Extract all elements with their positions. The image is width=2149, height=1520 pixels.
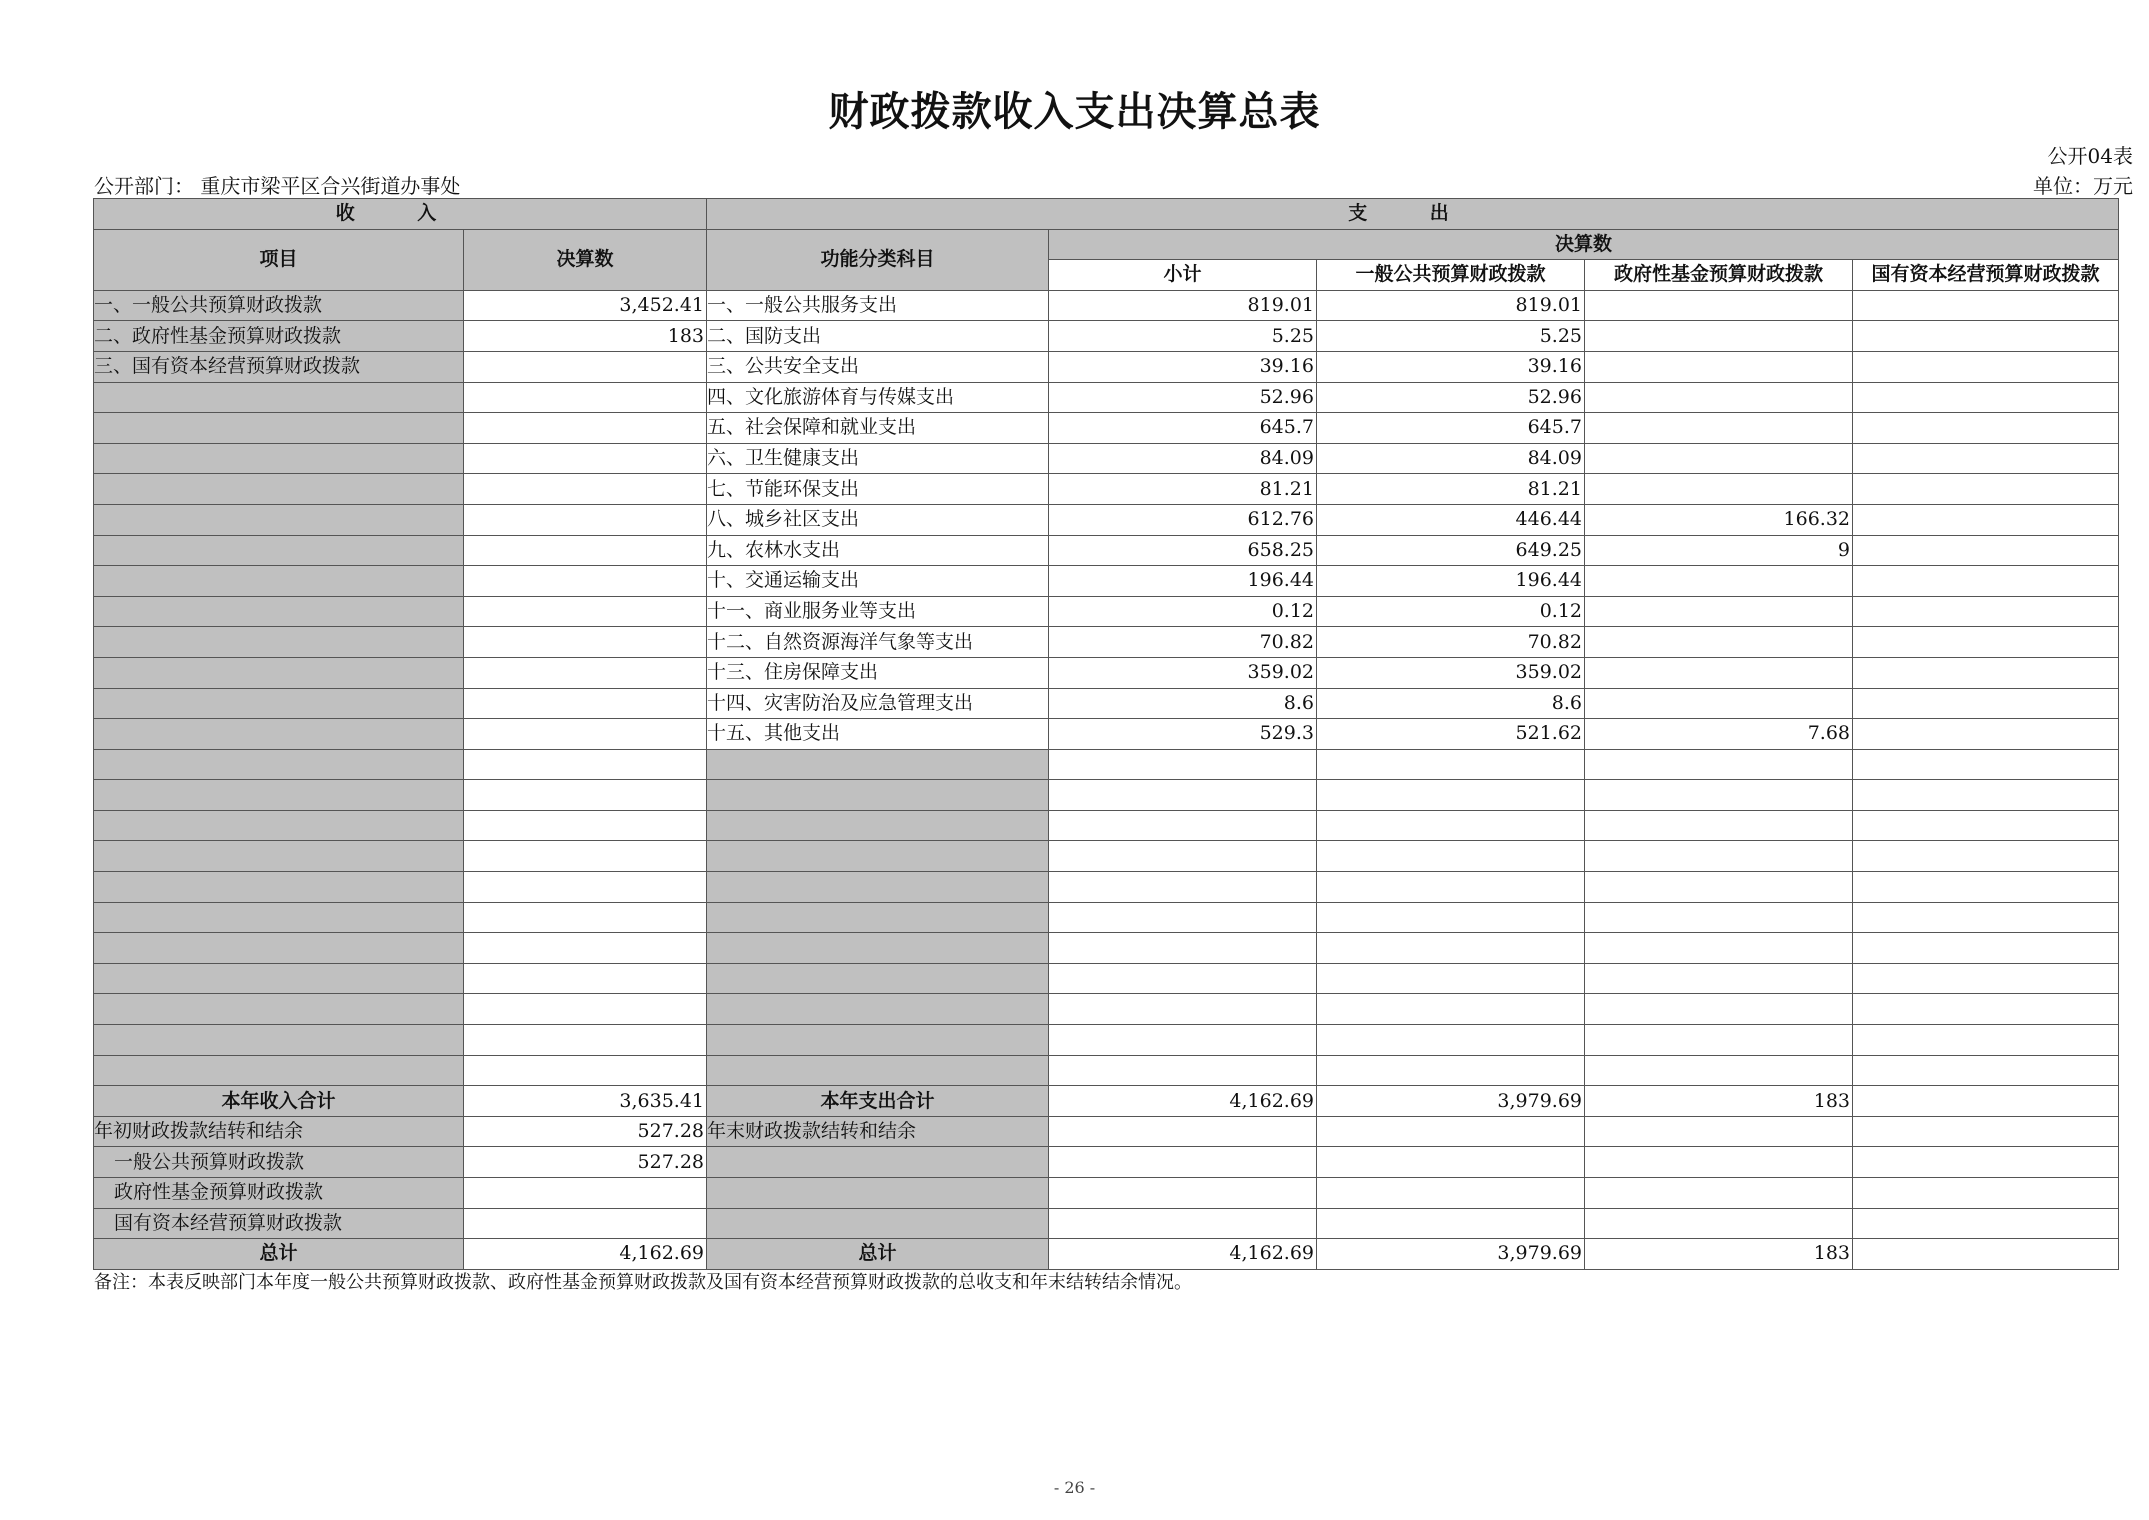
total-income-value: 4,162.69 bbox=[464, 1239, 707, 1270]
end-carryover-label: 年末财政拨款结转和结余 bbox=[707, 1116, 1049, 1147]
gov-fund-header: 政府性基金预算财政拨款 bbox=[1585, 260, 1853, 291]
expense-fund-cell bbox=[1585, 872, 1853, 903]
expense-fund-cell: 7.68 bbox=[1585, 719, 1853, 750]
table-number: 公开04表 bbox=[2047, 144, 2133, 168]
income-amount-cell bbox=[464, 933, 707, 964]
table-row bbox=[94, 474, 2119, 505]
expense-fund-cell bbox=[1585, 963, 1853, 994]
amount-header: 决算数 bbox=[464, 229, 707, 290]
expense-fund-cell bbox=[1585, 290, 1853, 321]
expense-subtotal-cell: 645.7 bbox=[1049, 413, 1317, 444]
expense-fund-cell bbox=[1585, 413, 1853, 444]
expense-item-cell: 十一、商业服务业等支出 bbox=[707, 596, 1049, 627]
income-amount-cell: 3,452.41 bbox=[464, 290, 707, 321]
expense-general-cell bbox=[1317, 810, 1585, 841]
total-expense-general: 3,979.69 bbox=[1317, 1239, 1585, 1270]
income-item-cell bbox=[94, 933, 464, 964]
carryover-general-row bbox=[94, 1147, 2119, 1178]
final-header: 决算数 bbox=[1049, 229, 2119, 260]
expense-item-cell: 七、节能环保支出 bbox=[707, 474, 1049, 505]
expense-fund-cell bbox=[1585, 902, 1853, 933]
income-amount-cell bbox=[464, 719, 707, 750]
income-amount-cell bbox=[464, 504, 707, 535]
expense-general-cell bbox=[1317, 963, 1585, 994]
expense-subtotal-cell: 612.76 bbox=[1049, 504, 1317, 535]
expense-fund-cell: 9 bbox=[1585, 535, 1853, 566]
func-subject-header: 功能分类科目 bbox=[707, 229, 1049, 290]
income-amount-cell bbox=[464, 627, 707, 658]
table-row bbox=[94, 963, 2119, 994]
expense-subtotal-cell: 359.02 bbox=[1049, 657, 1317, 688]
table-row bbox=[94, 535, 2119, 566]
expense-fund-cell bbox=[1585, 657, 1853, 688]
income-item-cell bbox=[94, 596, 464, 627]
table-row bbox=[94, 443, 2119, 474]
expense-general-cell bbox=[1317, 780, 1585, 811]
carryover-fund-row bbox=[94, 1178, 2119, 1209]
expense-capital-cell bbox=[1853, 290, 2119, 321]
income-item-cell bbox=[94, 382, 464, 413]
expense-fund-cell bbox=[1585, 566, 1853, 597]
expense-item-cell bbox=[707, 1025, 1049, 1056]
expense-general-cell: 52.96 bbox=[1317, 382, 1585, 413]
expense-fund-cell bbox=[1585, 1055, 1853, 1086]
begin-capital-label: 国有资本经营预算财政拨款 bbox=[94, 1208, 464, 1239]
table-row bbox=[94, 688, 2119, 719]
state-capital-header: 国有资本经营预算财政拨款 bbox=[1853, 260, 2119, 291]
expense-capital-cell bbox=[1853, 1055, 2119, 1086]
income-item-cell bbox=[94, 688, 464, 719]
expense-capital-cell bbox=[1853, 382, 2119, 413]
expense-capital-cell bbox=[1853, 780, 2119, 811]
total-expense-capital bbox=[1853, 1239, 2119, 1270]
expense-item-cell: 十四、灾害防治及应急管理支出 bbox=[707, 688, 1049, 719]
table-row bbox=[94, 994, 2119, 1025]
income-amount-cell bbox=[464, 1055, 707, 1086]
expense-fund-cell: 166.32 bbox=[1585, 504, 1853, 535]
expense-general-cell bbox=[1317, 994, 1585, 1025]
carryover-row bbox=[94, 1116, 2119, 1147]
expense-capital-cell bbox=[1853, 872, 2119, 903]
expense-general-cell: 81.21 bbox=[1317, 474, 1585, 505]
begin-general-value: 527.28 bbox=[464, 1147, 707, 1178]
expense-item-cell: 三、公共安全支出 bbox=[707, 351, 1049, 382]
expense-item-cell: 四、文化旅游体育与传媒支出 bbox=[707, 382, 1049, 413]
expense-header: 支 出 bbox=[707, 199, 2119, 230]
expense-fund-cell bbox=[1585, 994, 1853, 1025]
table-row bbox=[94, 657, 2119, 688]
expense-fund-cell bbox=[1585, 933, 1853, 964]
income-amount-cell bbox=[464, 902, 707, 933]
table-row bbox=[94, 566, 2119, 597]
expense-general-cell: 39.16 bbox=[1317, 351, 1585, 382]
income-item-cell bbox=[94, 963, 464, 994]
expense-capital-cell bbox=[1853, 963, 2119, 994]
expense-general-cell bbox=[1317, 933, 1585, 964]
expense-subtotal-cell bbox=[1049, 902, 1317, 933]
income-item-cell bbox=[94, 872, 464, 903]
footnote: 备注：本表反映部门本年度一般公共预算财政拨款、政府性基金预算财政拨款及国有资本经营预算财政拨款的总收支和年末结转结余情况。 bbox=[94, 1272, 1192, 1293]
expense-general-cell: 521.62 bbox=[1317, 719, 1585, 750]
income-amount-cell bbox=[464, 382, 707, 413]
begin-carryover-label: 年初财政拨款结转和结余 bbox=[94, 1116, 464, 1147]
expense-fund-cell bbox=[1585, 321, 1853, 352]
expense-item-cell bbox=[707, 963, 1049, 994]
income-amount-cell bbox=[464, 688, 707, 719]
expense-general-cell: 5.25 bbox=[1317, 321, 1585, 352]
income-item-cell bbox=[94, 719, 464, 750]
expense-general-cell bbox=[1317, 1025, 1585, 1056]
table-row bbox=[94, 1025, 2119, 1056]
year-expense-fund: 183 bbox=[1585, 1086, 1853, 1117]
year-total-row bbox=[94, 1086, 2119, 1117]
year-income-value: 3,635.41 bbox=[464, 1086, 707, 1117]
expense-item-cell bbox=[707, 780, 1049, 811]
year-expense-general: 3,979.69 bbox=[1317, 1086, 1585, 1117]
table-row bbox=[94, 902, 2119, 933]
income-amount-cell bbox=[464, 749, 707, 780]
income-item-cell bbox=[94, 994, 464, 1025]
expense-capital-cell bbox=[1853, 902, 2119, 933]
income-amount-cell: 183 bbox=[464, 321, 707, 352]
income-item-cell bbox=[94, 566, 464, 597]
expense-capital-cell bbox=[1853, 535, 2119, 566]
page-title: 财政拨款收入支出决算总表 bbox=[828, 89, 1321, 135]
income-amount-cell bbox=[464, 994, 707, 1025]
expense-subtotal-cell bbox=[1049, 963, 1317, 994]
expense-capital-cell bbox=[1853, 719, 2119, 750]
expense-item-cell: 六、卫生健康支出 bbox=[707, 443, 1049, 474]
expense-capital-cell bbox=[1853, 504, 2119, 535]
expense-subtotal-cell bbox=[1049, 749, 1317, 780]
total-expense-subtotal: 4,162.69 bbox=[1049, 1239, 1317, 1270]
expense-subtotal-cell: 39.16 bbox=[1049, 351, 1317, 382]
expense-fund-cell bbox=[1585, 627, 1853, 658]
expense-general-cell: 0.12 bbox=[1317, 596, 1585, 627]
expense-capital-cell bbox=[1853, 413, 2119, 444]
table-row bbox=[94, 596, 2119, 627]
expense-item-cell: 五、社会保障和就业支出 bbox=[707, 413, 1049, 444]
expense-item-cell: 一、一般公共服务支出 bbox=[707, 290, 1049, 321]
begin-fund-label: 政府性基金预算财政拨款 bbox=[94, 1178, 464, 1209]
expense-general-cell: 645.7 bbox=[1317, 413, 1585, 444]
expense-subtotal-cell: 52.96 bbox=[1049, 382, 1317, 413]
income-item-cell bbox=[94, 1025, 464, 1056]
income-item-cell: 一、一般公共预算财政拨款 bbox=[94, 290, 464, 321]
expense-general-cell: 8.6 bbox=[1317, 688, 1585, 719]
carryover-capital-row bbox=[94, 1208, 2119, 1239]
income-amount-cell bbox=[464, 1025, 707, 1056]
expense-capital-cell bbox=[1853, 321, 2119, 352]
income-amount-cell bbox=[464, 872, 707, 903]
expense-item-cell bbox=[707, 994, 1049, 1025]
table-row bbox=[94, 627, 2119, 658]
income-item-cell bbox=[94, 1055, 464, 1086]
income-item-cell bbox=[94, 627, 464, 658]
table-row bbox=[94, 351, 2119, 382]
expense-fund-cell bbox=[1585, 351, 1853, 382]
year-income-label: 本年收入合计 bbox=[94, 1086, 464, 1117]
income-amount-cell bbox=[464, 596, 707, 627]
expense-item-cell bbox=[707, 1055, 1049, 1086]
income-amount-cell bbox=[464, 657, 707, 688]
income-item-cell: 二、政府性基金预算财政拨款 bbox=[94, 321, 464, 352]
income-item-cell bbox=[94, 810, 464, 841]
expense-subtotal-cell bbox=[1049, 933, 1317, 964]
table-row bbox=[94, 382, 2119, 413]
expense-subtotal-cell: 0.12 bbox=[1049, 596, 1317, 627]
expense-capital-cell bbox=[1853, 810, 2119, 841]
unit-label: 单位：万元 bbox=[2033, 174, 2133, 198]
begin-carryover-value: 527.28 bbox=[464, 1116, 707, 1147]
expense-general-cell: 196.44 bbox=[1317, 566, 1585, 597]
income-amount-cell bbox=[464, 443, 707, 474]
expense-item-cell bbox=[707, 749, 1049, 780]
income-amount-cell bbox=[464, 535, 707, 566]
expense-subtotal-cell: 84.09 bbox=[1049, 443, 1317, 474]
expense-capital-cell bbox=[1853, 443, 2119, 474]
expense-fund-cell bbox=[1585, 749, 1853, 780]
expense-fund-cell bbox=[1585, 1025, 1853, 1056]
expense-capital-cell bbox=[1853, 627, 2119, 658]
expense-subtotal-cell bbox=[1049, 841, 1317, 872]
expense-subtotal-cell bbox=[1049, 1025, 1317, 1056]
department-label: 公开部门： 重庆市梁平区合兴街道办事处 bbox=[94, 174, 461, 198]
expense-general-cell: 446.44 bbox=[1317, 504, 1585, 535]
expense-item-cell bbox=[707, 902, 1049, 933]
expense-subtotal-cell: 8.6 bbox=[1049, 688, 1317, 719]
income-item-cell bbox=[94, 657, 464, 688]
income-amount-cell bbox=[464, 474, 707, 505]
table-row bbox=[94, 719, 2119, 750]
table-row bbox=[94, 810, 2119, 841]
expense-item-cell bbox=[707, 841, 1049, 872]
year-expense-label: 本年支出合计 bbox=[707, 1086, 1049, 1117]
income-item-cell bbox=[94, 443, 464, 474]
income-item-cell bbox=[94, 902, 464, 933]
income-amount-cell bbox=[464, 566, 707, 597]
income-amount-cell bbox=[464, 413, 707, 444]
expense-capital-cell bbox=[1853, 474, 2119, 505]
income-item-cell bbox=[94, 535, 464, 566]
expense-general-cell: 84.09 bbox=[1317, 443, 1585, 474]
year-expense-subtotal: 4,162.69 bbox=[1049, 1086, 1317, 1117]
expense-general-cell: 359.02 bbox=[1317, 657, 1585, 688]
expense-fund-cell bbox=[1585, 474, 1853, 505]
expense-subtotal-cell: 81.21 bbox=[1049, 474, 1317, 505]
expense-item-cell: 十、交通运输支出 bbox=[707, 566, 1049, 597]
page-number: - 26 - bbox=[1053, 1478, 1096, 1497]
expense-item-cell: 十五、其他支出 bbox=[707, 719, 1049, 750]
expense-capital-cell bbox=[1853, 657, 2119, 688]
expense-capital-cell bbox=[1853, 1025, 2119, 1056]
expense-item-cell: 二、国防支出 bbox=[707, 321, 1049, 352]
year-expense-capital bbox=[1853, 1086, 2119, 1117]
expense-capital-cell bbox=[1853, 994, 2119, 1025]
expense-item-cell bbox=[707, 872, 1049, 903]
expense-general-cell bbox=[1317, 872, 1585, 903]
expense-general-cell: 70.82 bbox=[1317, 627, 1585, 658]
grand-total-row bbox=[94, 1239, 2119, 1270]
total-income-label: 总计 bbox=[94, 1239, 464, 1270]
expense-fund-cell bbox=[1585, 382, 1853, 413]
income-amount-cell bbox=[464, 810, 707, 841]
expense-item-cell bbox=[707, 810, 1049, 841]
total-expense-label: 总计 bbox=[707, 1239, 1049, 1270]
expense-fund-cell bbox=[1585, 841, 1853, 872]
table-row bbox=[94, 413, 2119, 444]
expense-subtotal-cell: 5.25 bbox=[1049, 321, 1317, 352]
expense-capital-cell bbox=[1853, 688, 2119, 719]
expense-general-cell: 819.01 bbox=[1317, 290, 1585, 321]
income-item-cell: 三、国有资本经营预算财政拨款 bbox=[94, 351, 464, 382]
expense-subtotal-cell: 70.82 bbox=[1049, 627, 1317, 658]
expense-capital-cell bbox=[1853, 933, 2119, 964]
expense-subtotal-cell bbox=[1049, 780, 1317, 811]
expense-capital-cell bbox=[1853, 596, 2119, 627]
expense-subtotal-cell bbox=[1049, 994, 1317, 1025]
expense-fund-cell bbox=[1585, 688, 1853, 719]
table-row bbox=[94, 841, 2119, 872]
expense-capital-cell bbox=[1853, 749, 2119, 780]
expense-general-cell bbox=[1317, 841, 1585, 872]
expense-fund-cell bbox=[1585, 443, 1853, 474]
expense-subtotal-cell bbox=[1049, 1055, 1317, 1086]
expense-general-cell bbox=[1317, 902, 1585, 933]
table-row bbox=[94, 321, 2119, 352]
income-item-cell bbox=[94, 474, 464, 505]
table-row bbox=[94, 872, 2119, 903]
expense-general-cell bbox=[1317, 1055, 1585, 1086]
expense-item-cell: 十二、自然资源海洋气象等支出 bbox=[707, 627, 1049, 658]
expense-general-cell bbox=[1317, 749, 1585, 780]
total-expense-fund: 183 bbox=[1585, 1239, 1853, 1270]
appropriation-table bbox=[93, 198, 2119, 1270]
expense-fund-cell bbox=[1585, 596, 1853, 627]
expense-item-cell: 九、农林水支出 bbox=[707, 535, 1049, 566]
expense-subtotal-cell: 529.3 bbox=[1049, 719, 1317, 750]
table-row bbox=[94, 780, 2119, 811]
expense-capital-cell bbox=[1853, 566, 2119, 597]
table-row bbox=[94, 504, 2119, 535]
income-amount-cell bbox=[464, 963, 707, 994]
income-item-cell bbox=[94, 780, 464, 811]
income-item-cell bbox=[94, 749, 464, 780]
expense-subtotal-cell bbox=[1049, 872, 1317, 903]
expense-subtotal-cell: 819.01 bbox=[1049, 290, 1317, 321]
income-item-cell bbox=[94, 841, 464, 872]
table-row bbox=[94, 290, 2119, 321]
table-row bbox=[94, 933, 2119, 964]
expense-item-cell: 八、城乡社区支出 bbox=[707, 504, 1049, 535]
income-amount-cell bbox=[464, 351, 707, 382]
begin-general-label: 一般公共预算财政拨款 bbox=[94, 1147, 464, 1178]
income-amount-cell bbox=[464, 841, 707, 872]
expense-general-cell: 649.25 bbox=[1317, 535, 1585, 566]
expense-item-cell bbox=[707, 933, 1049, 964]
expense-subtotal-cell: 658.25 bbox=[1049, 535, 1317, 566]
income-header: 收 入 bbox=[94, 199, 707, 230]
expense-item-cell: 十三、住房保障支出 bbox=[707, 657, 1049, 688]
table-row bbox=[94, 749, 2119, 780]
expense-fund-cell bbox=[1585, 810, 1853, 841]
expense-subtotal-cell: 196.44 bbox=[1049, 566, 1317, 597]
income-item-cell bbox=[94, 504, 464, 535]
subtotal-header: 小计 bbox=[1049, 260, 1317, 291]
expense-capital-cell bbox=[1853, 841, 2119, 872]
general-budget-header: 一般公共预算财政拨款 bbox=[1317, 260, 1585, 291]
expense-capital-cell bbox=[1853, 351, 2119, 382]
expense-fund-cell bbox=[1585, 780, 1853, 811]
income-amount-cell bbox=[464, 780, 707, 811]
expense-subtotal-cell bbox=[1049, 810, 1317, 841]
item-header: 项目 bbox=[94, 229, 464, 290]
income-item-cell bbox=[94, 413, 464, 444]
table-row bbox=[94, 1055, 2119, 1086]
